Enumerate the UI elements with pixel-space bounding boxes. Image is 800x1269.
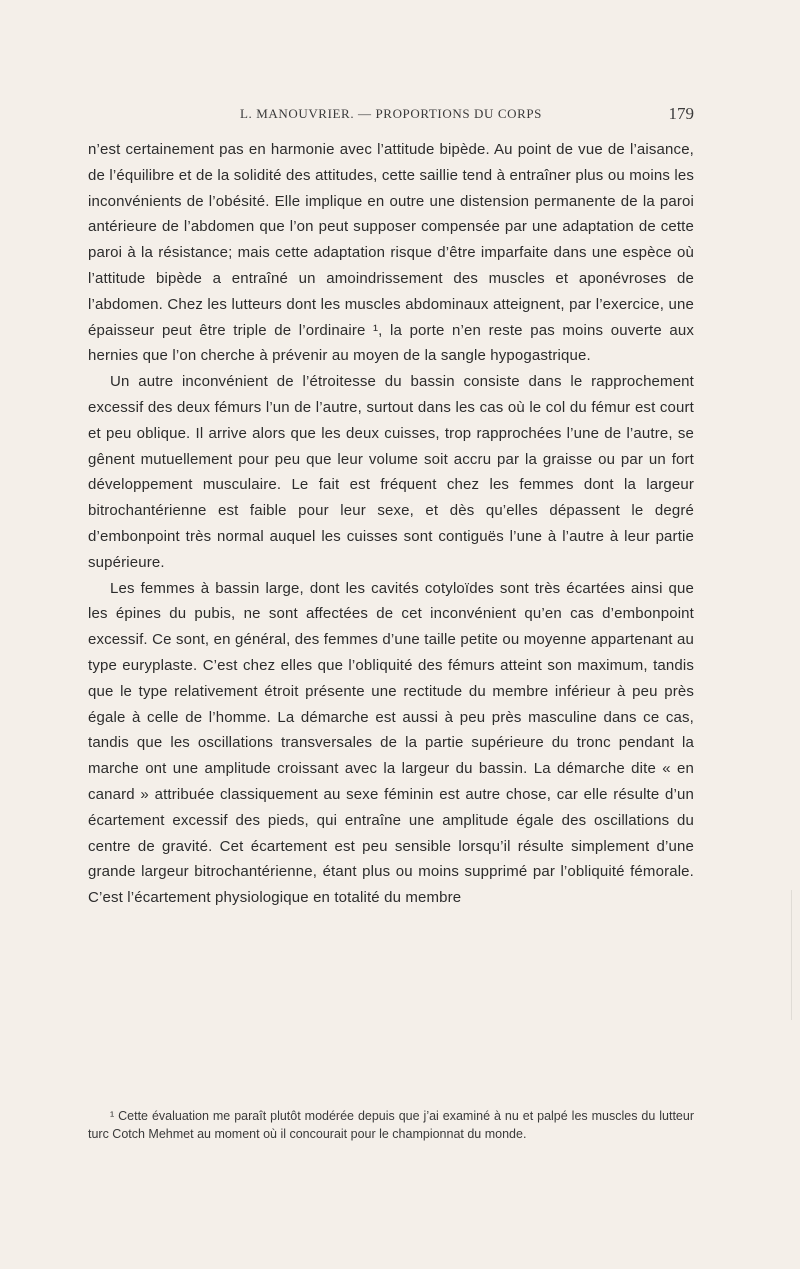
page-number: 179 [668,104,694,123]
paragraph-pelvis-narrowness: Un autre inconvénient de l’étroitesse du bassin consiste dans le rapprochement excessif des deux fémurs l’un de l’autre, surtout dans les cas où le col du fémur est court et peu oblique. Il arrive alors que les deux cuisses, trop rapprochées l’une de l’autre, se gênent mutuellement pour peu que leur volume soit accru par la graisse ou par un fort développement musculaire. Le fait est fréquent chez les femmes dont la largeur bitrochantérienne est faible pour leur sexe, et dès qu’elles dépassent le degré d’embonpoint très normal auquel les cuisses sont contiguës l’une à l’autre à leur partie supérieure. [88,373,694,571]
page-edge-mark [791,890,800,1020]
footnote-text: ¹ Cette évaluation me paraît plutôt modérée depuis que j’ai examiné à nu et palpé les muscles du lutteur turc Cotch Mehmet au moment où il concourait pour le championnat du monde. [88,1109,694,1141]
footnote [88,1107,694,1143]
running-title: L. MANOUVRIER. — PROPORTIONS DU CORPS [239,106,543,121]
running-head [88,104,694,126]
body-text [88,137,694,911]
paragraph-continuation: n’est certainement pas en harmonie avec l’attitude bipède. Au point de vue de l’aisance, de l’équilibre et de la solidité des attitudes, cette saillie tend à entraîner plus ou moins les inconvénients de l’obésité. Elle implique en outre une distension permanente de la paroi antérieure de l’abdomen que l’on peut supposer compensée par une adaptation de cette paroi à la résistance; mais cette adaptation risque d’être imparfaite dans une espèce où l’attitude bipède a entraîné un amoindrissement des muscles et aponévroses de l’abdomen. Chez les lutteurs dont les muscles abdominaux atteignent, par l’exercice, une épaisseur peut être triple de l’ordinaire ¹, la porte n’en reste pas moins ouverte aux hernies que l’on cherche à prévenir au moyen de la sangle hypogastrique. [88,141,694,365]
paragraph-wide-pelvis: Les femmes à bassin large, dont les cavités cotyloïdes sont très écartées ainsi que les épines du pubis, ne sont affectées de cet inconvénient qu’en cas d’embonpoint excessif. Ce sont, en général, des femmes d’une taille petite ou moyenne appartenant au type euryplaste. C’est chez elles que l’obliquité des fémurs atteint son maximum, tandis que le type relativement étroit présente une rectitude du membre inférieur à peu près égale à celle de l’homme. La démarche est aussi à peu près masculine dans ce cas, tandis que les oscillations transversales de la partie supérieure du tronc pendant la marche ont une amplitude croissant avec la largeur du bassin. La démarche dite « en canard » attribuée classiquement au sexe féminin est autre chose, car elle résulte d’un écartement excessif des pieds, qui entraîne une amplitude égale des oscillations du centre de gravité. Cet écartement est peu sensible lorsqu’il résulte simplement d’une grande largeur bitrochantérienne, étant plus ou moins supprimé par l’obliquité fémorale. C’est l’écartement physiologique en totalité du membre [88,579,694,907]
